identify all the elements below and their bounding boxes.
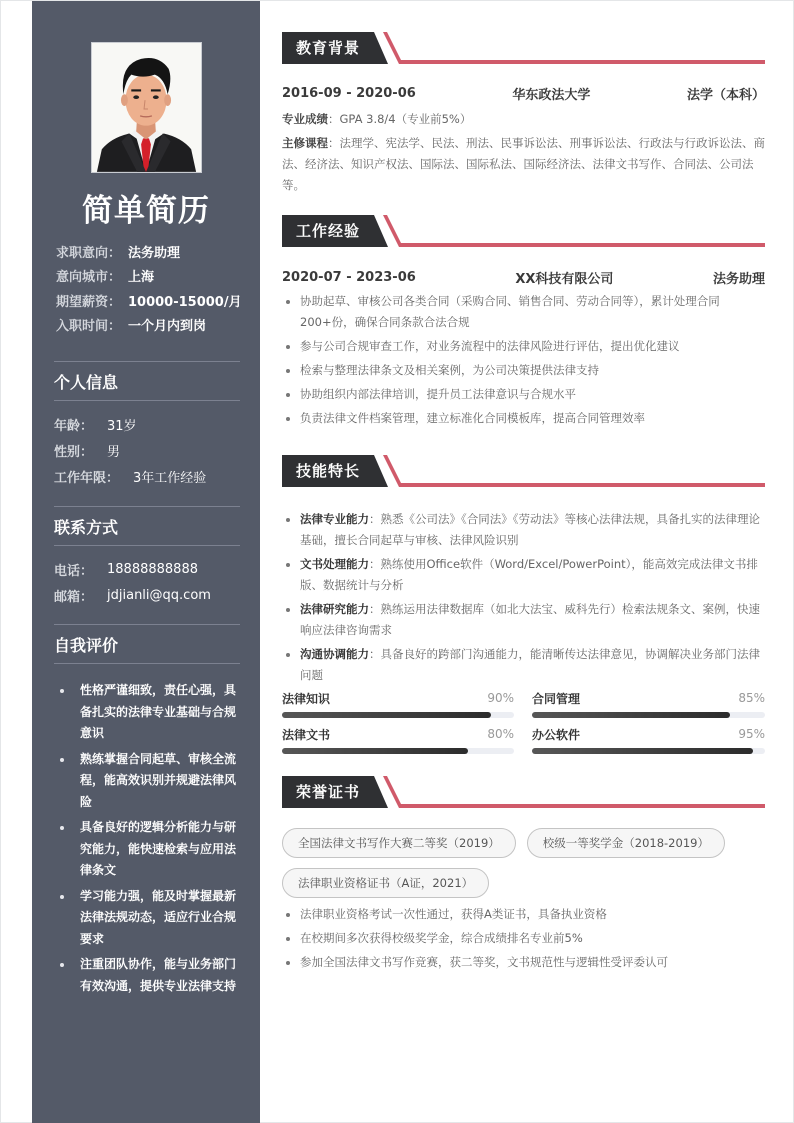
section-title: 联系方式 — [54, 518, 119, 537]
email-value[interactable]: jdjianli@qq.com — [107, 587, 211, 603]
sidebar — [32, 1, 260, 1123]
skill-text: ：熟练使用Office软件（Word/Excel/PowerPoint），能高效完成法律文书排版、数据统计与分析 — [300, 557, 758, 592]
field-label: 年龄： — [54, 418, 94, 434]
field-label: 性别： — [54, 444, 94, 460]
header-underline — [399, 243, 765, 247]
skill-name: 办公软件 — [532, 727, 581, 742]
skill-bar — [282, 725, 514, 754]
progress-track — [282, 748, 514, 754]
section-title: 个人信息 — [54, 373, 119, 392]
intent-value: 法务助理 — [128, 245, 181, 261]
list-item: 协助组织内部法律培训，提升员工法律意识与合规水平 — [282, 384, 765, 405]
skill-label: 法律研究能力 — [300, 602, 369, 616]
work-duties-list — [282, 291, 765, 429]
self-evaluation-list — [54, 664, 240, 997]
list-item: 检索与整理法律条文及相关案例，为公司决策提供法律支持 — [282, 360, 765, 381]
work-years-row — [54, 463, 240, 489]
list-item: 在校期间多次获得校级奖学金，综合成绩排名专业前5% — [282, 928, 765, 949]
list-item: 参加全国法律文书写作竞赛，获二等奖，文书规范性与逻辑性受评委认可 — [282, 952, 765, 973]
honor-tags — [282, 828, 765, 898]
degree: 法学（本科） — [686, 87, 765, 103]
section-header — [282, 455, 765, 487]
header-underline — [399, 804, 765, 808]
self-evaluation-section — [54, 624, 240, 1001]
list-item — [282, 644, 765, 686]
field-value: 男 — [107, 444, 121, 460]
job-intent-row — [56, 239, 256, 264]
skills-list — [282, 509, 765, 686]
honors-list — [282, 904, 765, 973]
intent-label: 期望薪资： — [56, 294, 122, 310]
expected-salary-row — [56, 288, 256, 313]
courses-line — [282, 133, 765, 196]
list-item: 法律职业资格考试一次性通过，获得A类证书，具备执业资格 — [282, 904, 765, 925]
skill-name: 合同管理 — [532, 691, 581, 706]
skill-text: ：熟悉《公司法》《合同法》《劳动法》等核心法律法规，具备扎实的法律理论基础，擅长合同起草与审核、法律风险识别 — [300, 512, 760, 547]
skill-name: 法律文书 — [282, 727, 331, 742]
intent-value: 10000-15000/月 — [128, 294, 242, 310]
start-time-row — [56, 313, 256, 338]
skills-section — [282, 455, 765, 754]
gpa-line — [282, 109, 765, 130]
skill-text: ：熟练运用法律数据库（如北大法宝、威科先行）检索法规条文、案例，快速响应法律咨询需求 — [300, 602, 760, 637]
resume-title: 简单简历 — [82, 193, 210, 229]
work-experience-section — [282, 215, 765, 432]
section-header — [282, 776, 765, 808]
skill-label: 文书处理能力 — [300, 557, 369, 571]
skill-bar — [532, 689, 765, 718]
field-label: 工作年限： — [54, 470, 120, 486]
company-name: XX科技有限公司 — [515, 271, 614, 287]
progress-fill — [532, 748, 753, 754]
list-item: 性格严谨细致，责任心强，具备扎实的法律专业基础与合规意识 — [54, 680, 240, 745]
list-item — [282, 509, 765, 551]
gpa-value: ：GPA 3.8/4（专业前5%） — [328, 112, 472, 126]
skill-percent: 95% — [738, 727, 765, 741]
skill-label: 沟通协调能力 — [300, 647, 369, 661]
section-header — [282, 215, 765, 247]
honor-tag: 全国法律文书写作大赛二等奖（2019） — [282, 828, 516, 858]
skill-bar — [282, 689, 514, 718]
intent-label: 入职时间： — [56, 319, 122, 335]
list-item: 注重团队协作，能与业务部门有效沟通，提供专业法律支持 — [54, 954, 240, 997]
skill-text: ：具备良好的跨部门沟通能力，能清晰传达法律意见，协调解决业务部门法律问题 — [300, 647, 760, 682]
contact-section — [54, 506, 240, 608]
skill-percent: 80% — [487, 727, 514, 741]
progress-fill — [532, 712, 730, 718]
honor-tag: 法律职业资格证书（A证，2021） — [282, 868, 489, 898]
skill-percent: 90% — [487, 691, 514, 705]
job-role: 法务助理 — [712, 271, 765, 287]
contact-list — [54, 546, 240, 608]
education-section — [282, 32, 765, 196]
list-item — [282, 599, 765, 641]
phone-value[interactable]: 18888888888 — [107, 561, 198, 577]
field-label: 邮箱： — [54, 589, 94, 605]
section-title: 工作经验 — [296, 222, 361, 240]
skill-percent: 85% — [738, 691, 765, 705]
skill-bar — [532, 725, 765, 754]
age-row — [54, 411, 240, 437]
honors-section — [282, 776, 765, 976]
gpa-label: 专业成绩 — [282, 112, 328, 126]
list-item: 负责法律文件档案管理，建立标准化合同模板库，提高合同管理效率 — [282, 408, 765, 429]
intent-label: 求职意向： — [56, 245, 122, 261]
education-entry-header — [282, 83, 765, 103]
avatar-illustration-icon — [92, 43, 201, 172]
field-value: 31岁 — [107, 418, 137, 434]
intent-value: 上海 — [128, 270, 155, 286]
list-item: 具备良好的逻辑分析能力与研究能力，能快速检索与应用法律条文 — [54, 817, 240, 882]
personal-info-list — [54, 401, 240, 489]
field-value: 3年工作经验 — [133, 470, 207, 486]
work-period: 2020-07 - 2023-06 — [282, 269, 416, 285]
progress-track — [532, 712, 765, 718]
avatar-photo — [91, 42, 202, 173]
progress-track — [282, 712, 514, 718]
header-underline — [399, 60, 765, 64]
section-title: 自我评价 — [54, 636, 119, 655]
target-city-row — [56, 264, 256, 289]
list-item: 参与公司合规审查工作，对业务流程中的法律风险进行评估，提出优化建议 — [282, 336, 765, 357]
progress-fill — [282, 712, 491, 718]
section-title: 教育背景 — [296, 39, 361, 57]
phone-row — [54, 556, 240, 582]
section-title: 荣誉证书 — [296, 783, 361, 801]
email-row — [54, 582, 240, 608]
gender-row — [54, 437, 240, 463]
courses-value: ：法理学、宪法学、民法、刑法、民事诉讼法、刑事诉讼法、行政法与行政诉讼法、商法、经济法、知识产权法、国际法、国际私法、国际经济法、法律文书写作、合同法、公司法等。 — [282, 136, 765, 192]
personal-info-section — [54, 361, 240, 489]
intent-label: 意向城市： — [56, 270, 122, 286]
list-item: 学习能力强，能及时掌握最新法律法规动态，适应行业合规要求 — [54, 886, 240, 951]
school-name: 华东政法大学 — [512, 87, 591, 103]
honor-tag: 校级一等奖学金（2018-2019） — [527, 828, 725, 858]
skill-bars-grid — [282, 689, 765, 754]
skill-name: 法律知识 — [282, 691, 331, 706]
intent-value: 一个月内到岗 — [128, 319, 207, 335]
field-label: 电话： — [54, 563, 94, 579]
list-item: 协助起草、审核公司各类合同（采购合同、销售合同、劳动合同等），累计处理合同200+份，确保合同条款合法合规 — [282, 291, 765, 333]
work-entry-header — [282, 267, 765, 287]
progress-track — [532, 748, 765, 754]
progress-fill — [282, 748, 468, 754]
section-title: 技能特长 — [296, 462, 361, 480]
section-header — [282, 32, 765, 64]
list-item — [282, 554, 765, 596]
courses-label: 主修课程 — [282, 136, 328, 150]
list-item: 熟练掌握合同起草、审核全流程，能高效识别并规避法律风险 — [54, 749, 240, 814]
header-underline — [399, 483, 765, 487]
education-period: 2016-09 - 2020-06 — [282, 85, 416, 101]
job-intent-list — [56, 239, 256, 337]
skill-label: 法律专业能力 — [300, 512, 369, 526]
